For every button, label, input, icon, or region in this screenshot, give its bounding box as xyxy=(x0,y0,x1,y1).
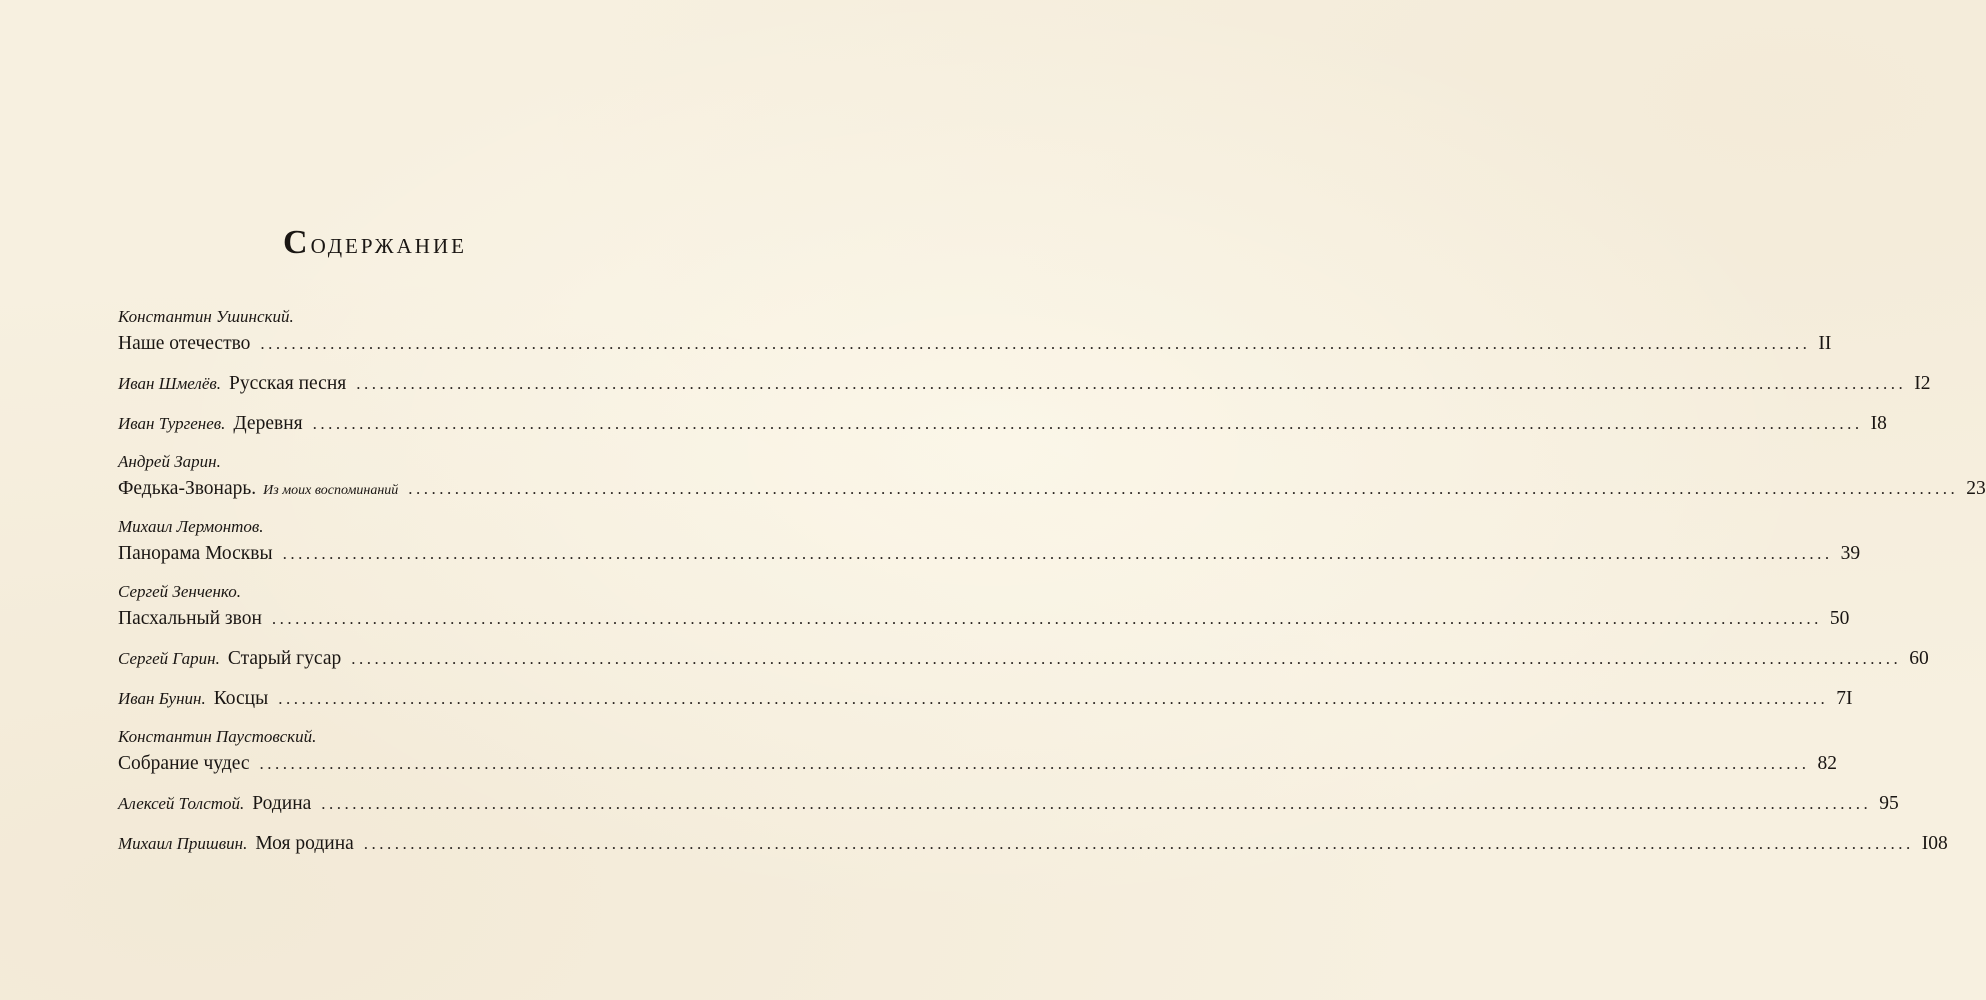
entry-line xyxy=(118,329,1832,359)
entry-author: Иван Тургенев. xyxy=(118,414,226,433)
entry-line xyxy=(118,749,1838,779)
entry-line xyxy=(118,539,1861,569)
entry-spacer xyxy=(118,714,602,724)
entry-title: Моя родина xyxy=(255,833,354,854)
toc-entry[interactable] xyxy=(118,644,1929,674)
entry-subtitle: Из моих воспоминаний xyxy=(263,483,399,498)
entry-title: Родина xyxy=(252,793,312,814)
entry-spacer xyxy=(118,359,602,369)
entry-line xyxy=(118,409,1887,439)
entry-spacer xyxy=(118,439,602,449)
entry-author: Андрей Зарин. xyxy=(118,452,221,471)
toc-entry[interactable] xyxy=(118,579,1850,634)
entry-line xyxy=(118,474,1986,504)
entry-page-number: 39 xyxy=(1840,543,1861,564)
entry-title: Косцы xyxy=(213,688,269,709)
entry-page-number: I2 xyxy=(1914,373,1931,394)
entry-title: Собрание чудес xyxy=(118,753,250,774)
dot-leader: ........................................................................................................................................................................................................ xyxy=(351,649,1902,668)
entry-author: Михаил Лермонтов. xyxy=(118,517,264,536)
entry-author: Сергей Гарин. xyxy=(118,649,220,668)
dot-leader: ........................................................................................................................................................................................................ xyxy=(312,414,1863,433)
entry-line xyxy=(118,684,1853,714)
entry-page-number: 50 xyxy=(1829,608,1850,629)
toc-entry[interactable] xyxy=(118,789,1899,819)
entry-title: Русская песня xyxy=(229,373,347,394)
dot-leader: ........................................................................................................................................................................................................ xyxy=(408,479,1959,498)
toc-entry[interactable] xyxy=(118,369,1931,399)
title-rest: одержание xyxy=(310,227,467,260)
entry-title: Федька-Звонарь. xyxy=(118,478,257,499)
toc-entry[interactable] xyxy=(118,684,1853,714)
entry-author: Михаил Пришвин. xyxy=(118,834,248,853)
toc-entry[interactable] xyxy=(118,829,1948,859)
entry-page-number: 60 xyxy=(1909,648,1929,669)
dot-leader: ........................................................................................................................................................................................................ xyxy=(278,689,1829,708)
entry-title: Панорама Москвы xyxy=(118,543,273,564)
entry-line xyxy=(118,829,1948,859)
table-of-contents xyxy=(118,304,1986,859)
entry-title: Наше отечество xyxy=(118,333,251,354)
dot-leader: ........................................................................................................................................................................................................ xyxy=(321,794,1872,813)
dot-leader: ........................................................................................................................................................................................................ xyxy=(259,754,1810,773)
entry-page-number: I08 xyxy=(1921,833,1948,854)
entry-spacer xyxy=(118,399,602,409)
entry-line xyxy=(118,644,1929,674)
entry-line xyxy=(118,604,1850,634)
entry-title: Деревня xyxy=(233,413,303,434)
toc-entry[interactable] xyxy=(118,409,1887,439)
entry-line xyxy=(118,369,1931,399)
entry-page-number: 82 xyxy=(1817,753,1838,774)
toc-entry[interactable] xyxy=(118,449,1986,504)
entry-title: Пасхальный звон xyxy=(118,608,262,629)
entry-page-number: 95 xyxy=(1879,793,1899,814)
entry-author: Алексей Толстой. xyxy=(118,794,245,813)
entry-spacer xyxy=(118,634,602,644)
dot-leader: ........................................................................................................................................................................................................ xyxy=(282,544,1833,563)
entry-page-number: I8 xyxy=(1870,413,1887,434)
title-initial: С xyxy=(283,224,311,261)
entry-page-number: II xyxy=(1818,333,1832,354)
dot-leader: ........................................................................................................................................................................................................ xyxy=(356,374,1907,393)
entry-line xyxy=(118,789,1899,819)
entry-title: Старый гусар xyxy=(227,648,342,669)
entry-spacer xyxy=(118,674,602,684)
entry-author: Константин Паустовский. xyxy=(118,727,317,746)
dot-leader: ........................................................................................................................................................................................................ xyxy=(271,609,1822,628)
entry-author: Иван Шмелёв. xyxy=(118,374,222,393)
entry-page-number: 23 xyxy=(1966,478,1986,499)
entry-page-number: 7I xyxy=(1836,688,1853,709)
entry-author: Константин Ушинский. xyxy=(118,307,294,326)
entry-author: Иван Бунин. xyxy=(118,689,206,708)
dot-leader: ........................................................................................................................................................................................................ xyxy=(363,834,1914,853)
entry-spacer xyxy=(118,569,602,579)
toc-entry[interactable] xyxy=(118,304,1832,359)
entry-author: Сергей Зенченко. xyxy=(118,582,241,601)
entry-spacer xyxy=(118,819,602,829)
toc-entry[interactable] xyxy=(118,724,1838,779)
toc-entry[interactable] xyxy=(118,514,1861,569)
page-title xyxy=(0,224,750,262)
entry-spacer xyxy=(118,779,602,789)
dot-leader: ........................................................................................................................................................................................................ xyxy=(260,334,1811,353)
